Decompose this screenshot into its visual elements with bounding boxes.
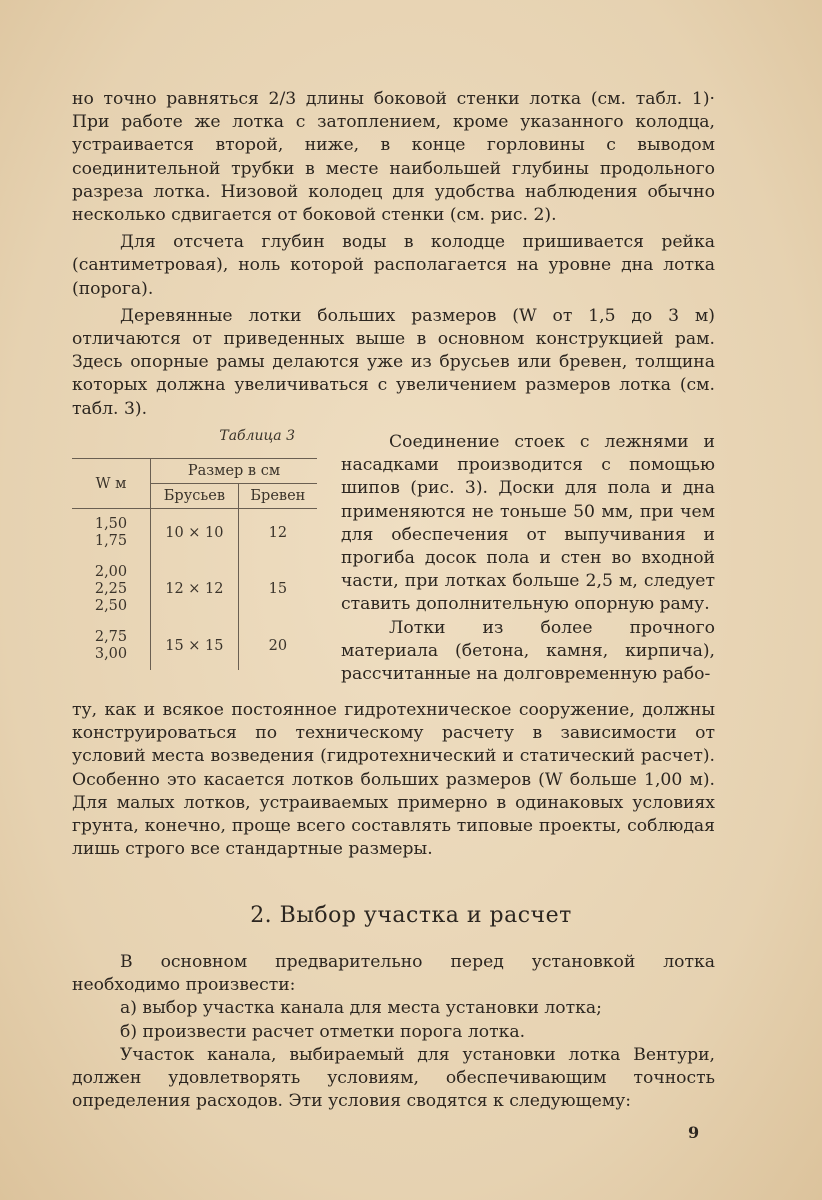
top-text-block <box>72 88 715 421</box>
logs-cell: 12 <box>268 524 288 541</box>
w-value: 3,00 <box>94 646 128 662</box>
beams-cell: 10 × 10 <box>151 509 239 558</box>
w-value: 2,25 <box>94 581 128 597</box>
beams-cell: 15 × 15 <box>151 622 239 670</box>
w-cell <box>72 622 151 670</box>
list-item: б) произвести расчет отметки порога лотка. <box>120 1021 526 1042</box>
logs-cell: 15 <box>268 581 288 597</box>
w-cell <box>72 509 151 558</box>
paragraph-durable-start: Лотки из более прочного материала (бетона, камня, кирпича), рассчитанные на долговременную рабо- <box>341 617 715 685</box>
w-value: 2,75 <box>94 629 128 645</box>
table-row <box>72 509 317 558</box>
table-row <box>72 622 317 670</box>
side-text-block <box>341 431 715 686</box>
paragraph-intro: В основном предварительно перед установкой лотка необходимо произвести: <box>72 952 715 996</box>
header-w: W м <box>72 459 151 509</box>
paragraph-gauge: Для отсчета глубин воды в колодце пришивается рейка (сантиметровая), ноль которой располагается на уровне дна лотка (порога). <box>72 232 715 299</box>
paragraph-site: Участок канала, выбираемый для установки лотка Вентури, должен удовлетворять условиям, обеспечивающим точность определения расходов. Эти условия сводятся к следующему: <box>72 1044 715 1112</box>
w-cell <box>72 557 151 622</box>
section-heading: 2. Выбор участка и расчет <box>250 903 572 928</box>
beams-cell: 12 × 12 <box>151 557 239 622</box>
tail-text-block <box>72 951 715 1113</box>
header-beams: Брусьев <box>151 484 239 509</box>
w-value: 2,00 <box>94 564 128 580</box>
bottom-text-block <box>72 699 715 861</box>
paragraph-continuation: но точно равняться 2/3 длины боковой стенки лотка (см. табл. 1)· При работе же лотка с затоплением, кроме указанного колодца, устраивается второй, ниже, в конце горловины с выводом соединительной трубки в месте наибольшей глубины продольного разреза лотка. Низовой колодец для удобства наблюдения обычно несколько сдвигается от боковой стенки (см. рис. 2). <box>72 89 715 226</box>
paragraph-large-flumes: Деревянные лотки больших размеров (W от 1,5 до 3 м) отличаются от приведенных выше в основном конструкцией рам. Здесь опорные рамы делаются уже из брусьев или бревен, толщина которых должна увеличиваться с увеличением размеров лотка (см. табл. 3). <box>72 305 715 419</box>
logs-cell: 20 <box>268 637 288 654</box>
paragraph-joints: Соединение стоек с лежнями и насадками производится с помощью шипов (рис. 3). Доски для пола и дна применяются не тоньше 50 мм, при чем для обеспечения от выпучивания и прогиба досок пола и стен во входной части, при лотках больше 2,5 м, следует ставить дополнительную опорную раму. <box>341 432 715 615</box>
header-size: Размер в см <box>151 459 318 484</box>
list-item: а) выбор участка канала для места установки лотка; <box>120 998 602 1019</box>
table-caption: Таблица 3 <box>219 428 295 444</box>
page-number: 9 <box>688 1123 700 1142</box>
w-value: 1,75 <box>94 533 128 549</box>
table-row <box>72 557 317 622</box>
header-logs: Бревен <box>238 484 317 509</box>
dimensions-table <box>72 458 317 670</box>
w-value: 2,50 <box>94 598 128 614</box>
table-3 <box>72 428 317 670</box>
w-value: 1,50 <box>94 516 128 532</box>
paragraph-durable-end: ту, как и всякое постоянное гидротехническое сооружение, должны конструироваться по техническому расчету в зависимости от условий места возведения (гидротехнический и статический расчет). Особенно это касается лотков больших размеров (W больше 1,00 м). Для малых лотков, устраиваемых примерно в одинаковых условиях грунта, конечно, проще всего составлять типовые проекты, соблюдая лишь строго все стандартные размеры. <box>72 700 715 860</box>
